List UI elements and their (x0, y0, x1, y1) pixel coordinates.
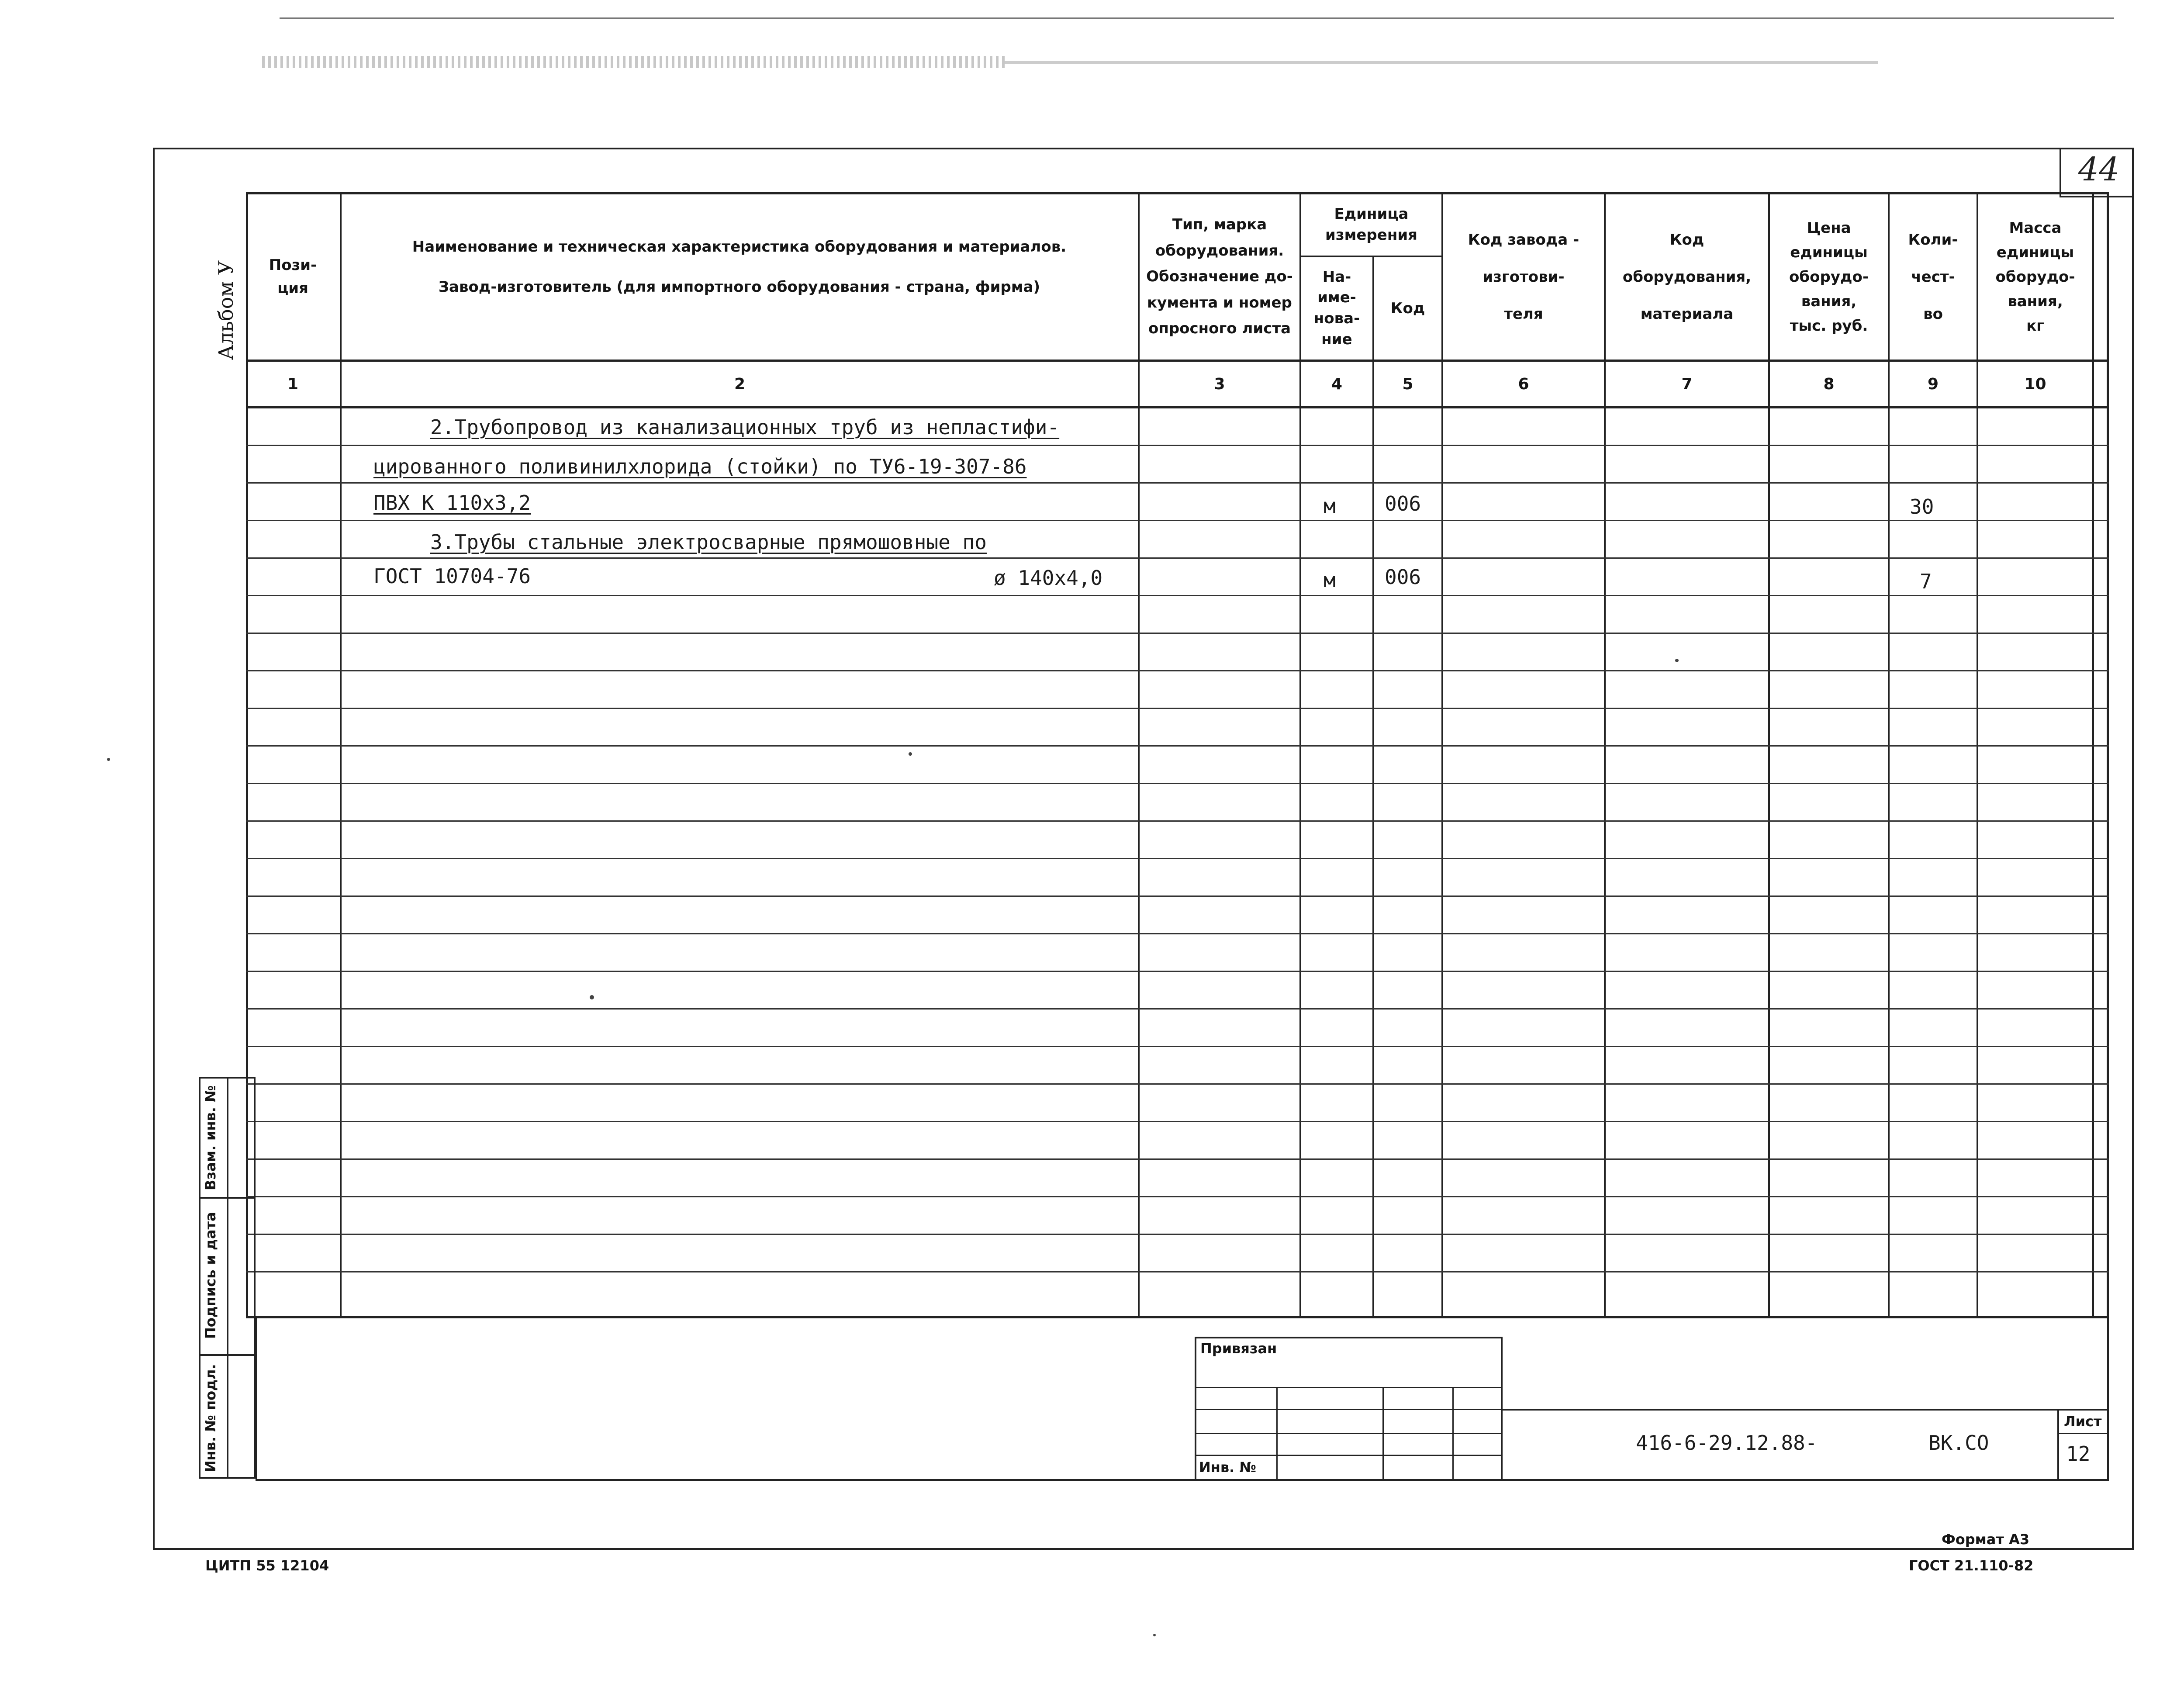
colnum-6: 6 (1518, 375, 1529, 393)
row-3-qty: 30 (1910, 495, 1934, 519)
row-3-text: ПВХ К 110х3,2 (373, 491, 531, 515)
inv-no-label: Инв. № (1199, 1459, 1256, 1476)
stamp-signature-date: Подпись и дата (202, 1212, 219, 1339)
colnum-10: 10 (2024, 375, 2046, 393)
scan-speck (1153, 1634, 1156, 1636)
header-unit-group: Единица измерения (1325, 205, 1417, 244)
privyazan-row-1 (1195, 1387, 1503, 1388)
colnum-7: 7 (1681, 375, 1693, 393)
row-5-code: 006 (1385, 565, 1421, 589)
header-maker-code: Код завода - изготови- теля (1468, 231, 1579, 323)
row-4-text: 3.Трубы стальные электросварные прямошовные по (430, 530, 987, 554)
col-line-3 (1299, 192, 1301, 1318)
page-number-handwritten: 44 (2078, 151, 2120, 188)
col-line-8 (1888, 192, 1890, 1318)
scan-top-line (280, 17, 2114, 19)
col-line-9 (1977, 192, 1978, 1318)
col-line-10 (2092, 192, 2094, 1318)
header-mass: Масса единицы оборудо- вания, кг (1995, 219, 2075, 335)
stamp-inv-orig: Инв. № подл. (202, 1364, 219, 1472)
privyazan-vline-3 (1452, 1387, 1454, 1481)
colnum-1: 1 (287, 375, 299, 393)
col-line-5 (1441, 192, 1443, 1318)
header-unit-code: Код (1390, 299, 1425, 317)
privyazan-label: Привязан (1200, 1340, 1277, 1357)
colnum-divider (246, 406, 2109, 408)
row-5-qty: 7 (1920, 570, 1932, 593)
sheet-label: Лист (2064, 1413, 2102, 1430)
sheet-number: 12 (2066, 1442, 2091, 1466)
scan-speck (107, 758, 110, 761)
privyazan-row-4 (1195, 1455, 1503, 1456)
album-label: Альбом У (214, 260, 238, 360)
row-1-text: 2.Трубопровод из канализационных труб из непластифи- (430, 415, 1060, 439)
header-unit-name: На- име- нова- ние (1313, 268, 1360, 348)
col-line-2 (1138, 192, 1140, 1318)
stamp-vzam-inv: Взам. инв. № (202, 1085, 219, 1190)
col-line-6 (1604, 192, 1606, 1318)
header-name-line1: Наименование и техническая характеристика оборудования и материалов. (412, 238, 1067, 256)
footer-gost: ГОСТ 21.110-82 (1909, 1557, 2034, 1574)
scan-noise-band-2 (1005, 61, 1878, 64)
header-position: Пози- ция (269, 256, 317, 297)
side-stamp-div-1 (199, 1197, 256, 1199)
header-type: Тип, марка оборудования. Обозначение до- кумента и номер опросного листа (1146, 216, 1293, 338)
doc-code-line (1503, 1409, 2109, 1411)
header-equipment-code: Код оборудования, материала (1622, 231, 1752, 323)
doc-mark: ВК.СО (1928, 1431, 1989, 1455)
privyazan-row-3 (1195, 1433, 1503, 1434)
side-stamp-inner-line (227, 1077, 228, 1479)
colnum-8: 8 (1823, 375, 1835, 393)
col-line-1 (340, 192, 342, 1318)
scan-noise-band (262, 56, 1005, 68)
colnum-5: 5 (1402, 375, 1413, 393)
col-line-7 (1768, 192, 1770, 1318)
header-price: Цена единицы оборудо- вания, тыс. руб. (1789, 219, 1869, 335)
header-quantity: Коли- чест- во (1908, 231, 1958, 323)
sheet-box-div (2057, 1433, 2109, 1434)
doc-code: 416-6-29.12.88- (1636, 1431, 1818, 1455)
row-5-size: ø 140х4,0 (994, 566, 1103, 590)
scan-speck (909, 752, 912, 756)
privyazan-vline-2 (1382, 1387, 1384, 1481)
scan-speck (1675, 659, 1679, 662)
colnum-9: 9 (1927, 375, 1939, 393)
scan-speck (590, 995, 594, 999)
row-3-unit: м (1324, 494, 1336, 518)
privyazan-row-2 (1195, 1409, 1503, 1410)
side-stamp-div-2 (199, 1354, 256, 1356)
footer-tsitp: ЦИТП 55 12104 (205, 1557, 329, 1574)
row-5-unit: м (1324, 568, 1336, 592)
title-block-frame (256, 1317, 2109, 1481)
header-name-line2: Завод-изготовитель (для импортного оборудования - страна, фирма) (438, 278, 1040, 296)
privyazan-vline-1 (1276, 1387, 1278, 1481)
footer-format: Формат А3 (1942, 1531, 2030, 1548)
row-3-code: 006 (1385, 492, 1421, 515)
row-5-text: ГОСТ 10704-76 (373, 564, 531, 588)
colnum-2: 2 (734, 375, 746, 393)
row-2-text: цированного поливинилхлорида (стойки) по ТУ6-19-307-86 (373, 455, 1027, 478)
colnum-3: 3 (1214, 375, 1225, 393)
colnum-4: 4 (1331, 375, 1343, 393)
